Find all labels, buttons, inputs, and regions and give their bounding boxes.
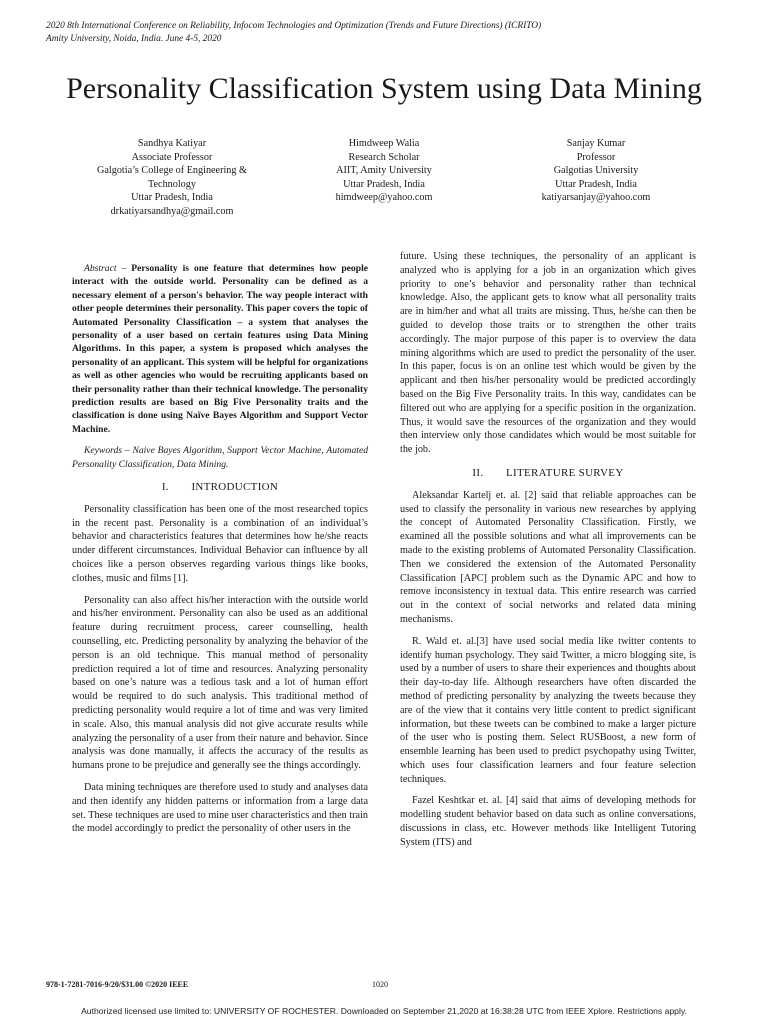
paragraph-continued: future. Using these techniques, the personality of an applicant is analyzed who is applying for a job in an organization which gives priority to one’s behavior and personality rather than technical knowledge. Also, the applicant gets to know what all personality traits are in him/her and what all traits are missing. Thus, he/she can then be guided to develop those traits or to strengthen the other traits accordingly. The major purpose of this paper is to overview the data mining algorithms which are used to predict the personality of the user. In this paper, focus is on an online test which would be given by the applicant and then his/her personality would be predicted accordingly based on the Big Five Personality traits. In this way, candidates can be filtered out who are applying for a specific position in the organization. Thus, it would save the resources of the organization and they would then interview only those candidates which would be most suitable for the job. <box>400 251 696 456</box>
author-role: Associate Professor <box>131 151 213 163</box>
abstract <box>72 262 368 436</box>
left-column <box>72 262 368 844</box>
paper-title: Personality Classification System using Data Mining <box>66 72 702 105</box>
paragraph: Data mining techniques are therefore used to study and analyses data and then identify any hidden patterns or information from a large data set. These techniques are used to mine user characteristics and then train the model accordingly to predict the personality of other users in the <box>72 782 368 835</box>
conference-header <box>46 20 541 46</box>
author-location: Uttar Pradesh, India <box>343 178 425 190</box>
keywords: Keywords – Naive Bayes Algorithm, Support Vector Machine, Automated Personality Classification, Data Mining. <box>72 445 368 470</box>
abstract-text: Personality is one feature that determines how people interact with the outside world. Personality can be defined as a necessary element of a person's behavior. The way people interact with other people determines their personality. This paper covers the topic of Automated Personality Classification – a system that analyses the personality of a user based on certain features using Data Mining Algorithms. In this paper, a system is proposed which analyses the personality of an applicant. This system will be helpful for organizations as well as other agencies who would be recruiting applicants based on their personality rather than their technical knowledge. The personality prediction results are based on Big Five Personality traits and the classification is done using Naïve Bayes Algorithm and Support Vector Machine. <box>72 263 368 435</box>
author-name: Himdweep Walia <box>348 138 420 149</box>
isbn-footer: 978-1-7281-7016-9/20/$31.00 ©2020 IEEE <box>46 980 189 989</box>
right-column <box>400 250 696 858</box>
paragraph: Personality can also affect his/her interaction with the outside world and his/her environment. Personality can also be used as an additional feature during recruitment process, career counselling, health counselling, etc. Predicting personality by analyzing the behavior of the person is an old technique. This manual method of personality prediction required a lot of time and resources. Analyzing personality based on one’s nature was a tedious task and a lot of human effort would be required to do such analysis. This traditional method of predicting personality would require a lot of time and was very limited in scale. Also, this manual analysis did not give accurate results while analyzing the personality of a user from their nature and behavior. Since analysis was done manually, it affects the accuracy of the results as humans prone to be prejudice and generally see the things accordingly. <box>72 594 368 772</box>
page-number: 1020 <box>372 980 388 989</box>
author-block-2 <box>284 137 484 205</box>
conference-name: 2020 8th International Conference on Reliability, Infocom Technologies and Optimization (Trends and Future Directions) (ICRITO) <box>46 21 542 31</box>
author-location: Uttar Pradesh, India <box>555 178 637 190</box>
author-email[interactable]: drkatiyarsandhya@gmail.com <box>110 205 234 217</box>
paragraph: Aleksandar Kartelj et. al. [2] said that reliable approaches can be used to classify the personality in various new researches by applying the concept of Automated Personality Classification. Firstly, we examined all the possible solutions and what all improvements can be made to the existing problems of Automated Personality Classification. Then we considered the extension of the Automated Personality Classification [APC] problem such as the Dynamic APC and how to remove inconsistency in textual data. This entire research was carried out in the context of social networks and related data mining mechanisms. <box>400 489 696 625</box>
author-block-1 <box>72 137 272 218</box>
license-notice: Authorized licensed use limited to: UNIVERSITY OF ROCHESTER. Downloaded on September 21,2020 at 16:38:28 UTC from IEEE Xplore. Restrictions apply. <box>81 1006 687 1016</box>
section-heading-introduction: I. INTRODUCTION <box>161 481 279 494</box>
author-role: Professor <box>576 151 616 163</box>
author-name: Sandhya Katiyar <box>137 138 207 149</box>
author-affiliation: Technology <box>148 178 196 190</box>
author-role: Research Scholar <box>348 151 420 163</box>
section-heading-literature-survey: II. LITERATURE SURVEY <box>472 466 624 479</box>
abstract-label: Abstract – <box>84 263 127 274</box>
author-email[interactable]: himdweep@yahoo.com <box>335 192 433 203</box>
author-name: Sanjay Kumar <box>566 138 626 149</box>
author-location: Uttar Pradesh, India <box>131 192 213 203</box>
author-affiliation: Galgotia’s College of Engineering & <box>97 165 247 176</box>
paragraph: Personality classification has been one of the most researched topics in the recent past. Personality is a combination of an individual’s behavior and characteristics features that determines how he/she reacts under different circumstances. Individual Behavior can influence by all choices like a person observes regarding various things like books, clothes, music and films [1]. <box>72 503 368 584</box>
author-affiliation: AIIT, Amity University <box>336 165 432 176</box>
author-affiliation: Galgotias University <box>553 165 639 176</box>
paragraph: R. Wald et. al.[3] have used social media like twitter contents to identify human psychology. They said Twitter, a micro blogging site, is used by a number of users to share their experiences and thoughts about their day-to-day life. Although researchers have often discarded the method of predicting personality by analyzing the tweets because they are of the view that it contains very little content to predict significant information, but these tweets can be combined to make a larger picture of the user who is posting them. Select RUSBoost, a new form of ensemble learning has been used to predict psychopathy using Twitter, which uses four classification learners and four feature selection techniques. <box>400 635 696 785</box>
conference-venue: Amity University, Noida, India. June 4-5, 2020 <box>46 34 222 44</box>
author-block-3 <box>496 137 696 205</box>
paragraph: Fazel Keshtkar et. al. [4] said that aims of developing methods for modelling student behavior based on data such as online conversations, discussions in class, etc. However methods like Intelligent Tutoring System (ITS) and <box>400 795 696 848</box>
author-email[interactable]: katiyarsanjay@yahoo.com <box>541 192 651 203</box>
